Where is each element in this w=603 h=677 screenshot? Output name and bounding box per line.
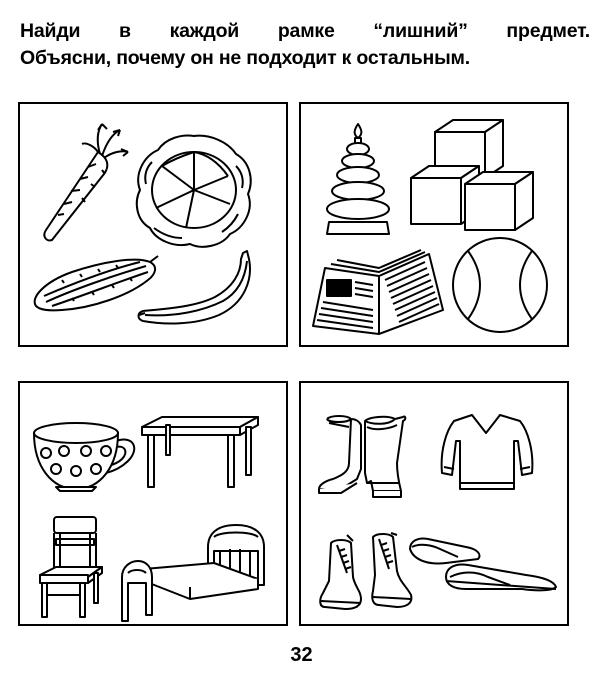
task-line-2: Объясни, почему он не подходит к остальным. [20,47,470,69]
frame-vegetables [18,102,288,347]
frame-furniture [18,381,288,626]
book-icon[interactable] [311,250,446,340]
sweater-icon[interactable] [436,411,536,496]
boots-icon[interactable] [317,413,417,498]
frame-toys [299,102,569,347]
page-number: 32 [290,644,313,666]
cubes-icon[interactable] [407,118,542,230]
table-icon[interactable] [140,415,260,490]
carrot-icon[interactable] [36,122,131,242]
chair-icon[interactable] [36,515,106,620]
task-line-1: Найди в каждой рамке “лишний” предмет. [20,20,590,42]
frame-footwear [299,381,569,626]
ball-icon[interactable] [450,235,550,335]
slippers-icon[interactable] [406,533,561,593]
task-text [20,18,590,72]
pyramid-toy-icon[interactable] [323,122,393,242]
shoes-icon[interactable] [317,533,417,613]
cabbage-icon[interactable] [132,132,256,250]
banana-icon[interactable] [135,249,260,329]
bed-icon[interactable] [120,523,270,623]
cup-icon[interactable] [30,419,140,494]
